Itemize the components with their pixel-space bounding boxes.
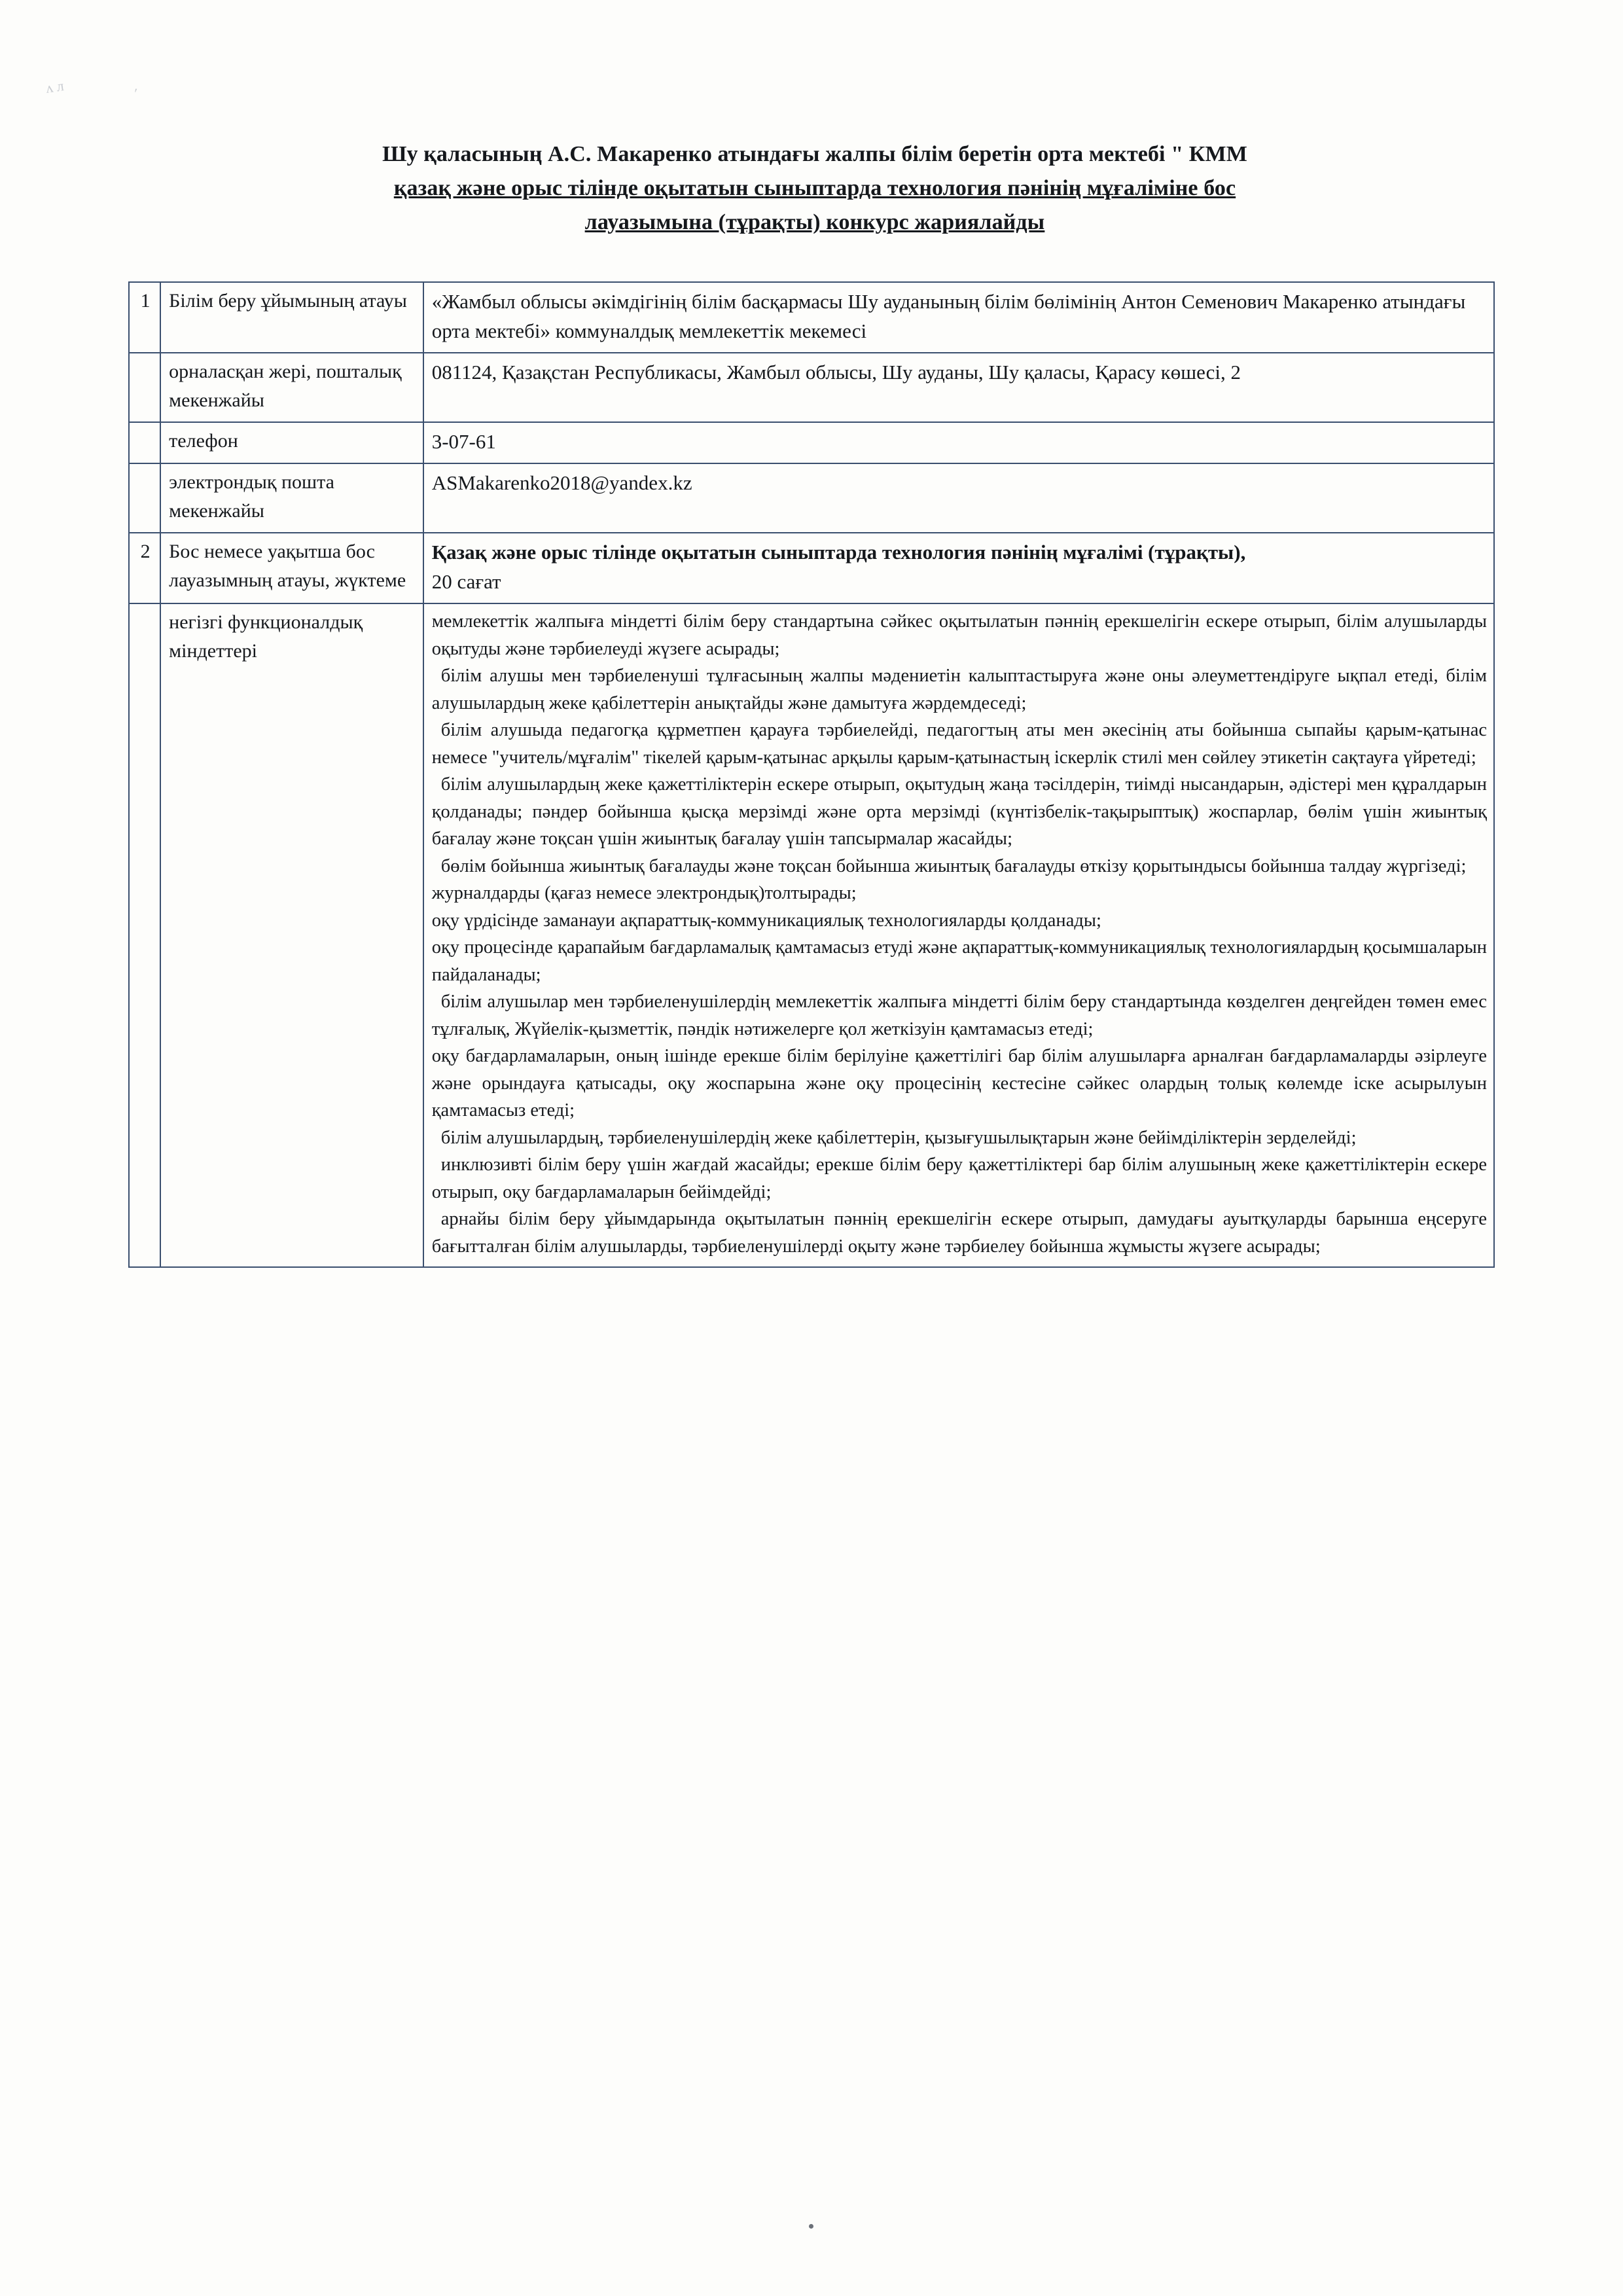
row-label: Білім беру ұйымының атауы	[160, 282, 423, 353]
row-value-phone: 3-07-61	[423, 422, 1494, 463]
duty-item: білім алушылардың жеке қажеттіліктерін ескере отырып, оқытудың жаңа тәсілдерін, тиімді нысандарын, әдістері мен құралдарын қолданады; пәндер бойынша қысқа мерзімді және орта мерзімді (күнтізбелік-тақырыптық) жоспарлар, бөлім үшін жиынтық бағалау және тоқсан үшін жиынтық бағалау үшін тапсырмалар жасайды;	[431, 774, 1487, 849]
row-number	[129, 422, 160, 463]
row-label-duties: негізгі функционалдық міндеттері	[160, 603, 423, 1267]
vacancy-table	[128, 281, 1495, 1268]
duty-item: білім алушы мен тәрбиеленуші тұлғасының жалпы мәдениетін калыптастыруға және оны әлеуметтендіруге ықпал етеді, білім алушылардың жеке қабілеттерін анықтайды және дамытуға жәрдемдеседі;	[431, 666, 1487, 713]
duty-item: мемлекеттік жалпыға міндетті білім беру стандартына сәйкес оқытылатын пәннің ерекшелігін ескере отырып, білім алушыларды оқытуды және тәрбиелеуді жүзеге асырады;	[431, 611, 1487, 659]
row-label-email: электрондық пошта мекенжайы	[160, 463, 423, 533]
duty-item: арнайы білім беру ұйымдарында оқытылатын пәннің ерекшелігін ескере отырып, дамудағы ауытқуларды барынша еңсеруге бағытталған білім алушыларды, тәрбиеленушілерді оқыту және тәрбиелеу бойынша жұмысты жүзеге асырады;	[431, 1209, 1487, 1257]
row-value-position	[423, 533, 1494, 603]
duty-item: оқу процесінде қарапайым бағдарламалық қамтамасыз етуді және ақпараттық-коммуникациялық технологиялардың қосымшаларын пайдаланады;	[431, 937, 1487, 985]
duty-item: білім алушылар мен тәрбиеленушілердің мемлекеттік жалпыға міндетті білім беру стандартында көзделген деңгейден төмен емес тұлғалық, Жүйелік-қызметтік, пәндік нәтижелерге қол жеткізуін қамтамасыз етеді;	[431, 992, 1487, 1039]
row-number	[129, 353, 160, 422]
row-number	[129, 463, 160, 533]
table-row	[129, 463, 1494, 533]
position-hours: 20 сағат	[431, 570, 501, 593]
row-label-phone: телефон	[160, 422, 423, 463]
duty-item: журналдарды (қағаз немесе электрондық)толтырады;	[431, 883, 857, 903]
row-value: 081124, Қазақстан Республикасы, Жамбыл облысы, Шу ауданы, Шу қаласы, Қарасу көшесі, 2	[423, 353, 1494, 422]
duty-item: оқу бағдарламаларын, оның ішінде ерекше білім берілуіне қажеттілігі бар білім алушыларға арналған бағдарламаларды әзірлеуге және орындауға қатысады, оқу жоспарына және оқу процесінің кестесіне сәйкес олардың толық көлемде іске асырылуын қамтамасыз етеді;	[431, 1046, 1487, 1121]
table-row	[129, 353, 1494, 422]
duty-item: инклюзивті білім беру үшін жағдай жасайды; ерекше білім беру қажеттіліктері бар білім алушының жеке қажеттіліктерін ескере отырып, оқу бағдарламаларын бейімдейді;	[431, 1155, 1487, 1202]
table-row	[129, 533, 1494, 603]
position-title: Қазақ және орыс тілінде оқытатын сыныптарда технология пәнінің мұғалімі (тұрақты),	[431, 541, 1246, 564]
title-line-3: лауазымына (тұрақты) конкурс жариялайды	[584, 210, 1045, 234]
page-title	[131, 137, 1499, 240]
table-row-duties	[129, 603, 1494, 1267]
scan-artifact-right: ʹ	[134, 84, 138, 102]
page-footer-mark	[809, 2224, 813, 2229]
row-label-position: Бос немесе уақытша бос лауазымның атауы, жүктеме	[160, 533, 423, 603]
table-row	[129, 422, 1494, 463]
duty-item: оқу үрдісінде заманауи ақпараттық-коммуникациялық технологияларды қолданады;	[431, 910, 1101, 931]
duty-item: білім алушылардың, тәрбиеленушілердің жеке қабілеттерін, қызығушылықтарын және бейімділіктерін зерделейді;	[440, 1127, 1357, 1148]
duty-item: білім алушыда педагогқа құрметпен қарауға тәрбиелейді, педагогтың аты мен әкесінің аты бойынша сыпайы қарым-қатынас немесе "учитель/мұғалім" тікелей қарым-қатынас арқылы қарым-қатынастың іскерлік стилі мен сөйлеу этикетін сақтауға үйретеді;	[431, 720, 1487, 768]
row-number: 1	[129, 282, 160, 353]
duties-list	[423, 603, 1494, 1267]
row-number	[129, 603, 160, 1267]
scan-artifact-left: ᴧ л	[45, 77, 65, 96]
row-value-email: ASMakarenko2018@yandex.kz	[423, 463, 1494, 533]
title-line-1: Шу қаласының А.С. Макаренко атындағы жалпы білім беретін орта мектебі " КММ	[382, 142, 1247, 166]
duty-item: бөлім бойынша жиынтық бағалауды және тоқсан бойынша жиынтық бағалауды өткізу қорытындысы бойынша талдау жүргізеді;	[440, 855, 1467, 876]
row-value: «Жамбыл облысы әкімдігінің білім басқармасы Шу ауданының білім бөлімінің Антон Семенович Макаренко атындағы орта мектебі» коммуналдық мемлекеттік мекемесі	[423, 282, 1494, 353]
title-line-2: қазақ және орыс тілінде оқытатын сыныптарда технология пәнінің мұғаліміне бос	[393, 176, 1236, 200]
row-label: орналасқан жері, пошталық мекенжайы	[160, 353, 423, 422]
row-number: 2	[129, 533, 160, 603]
table-row	[129, 282, 1494, 353]
